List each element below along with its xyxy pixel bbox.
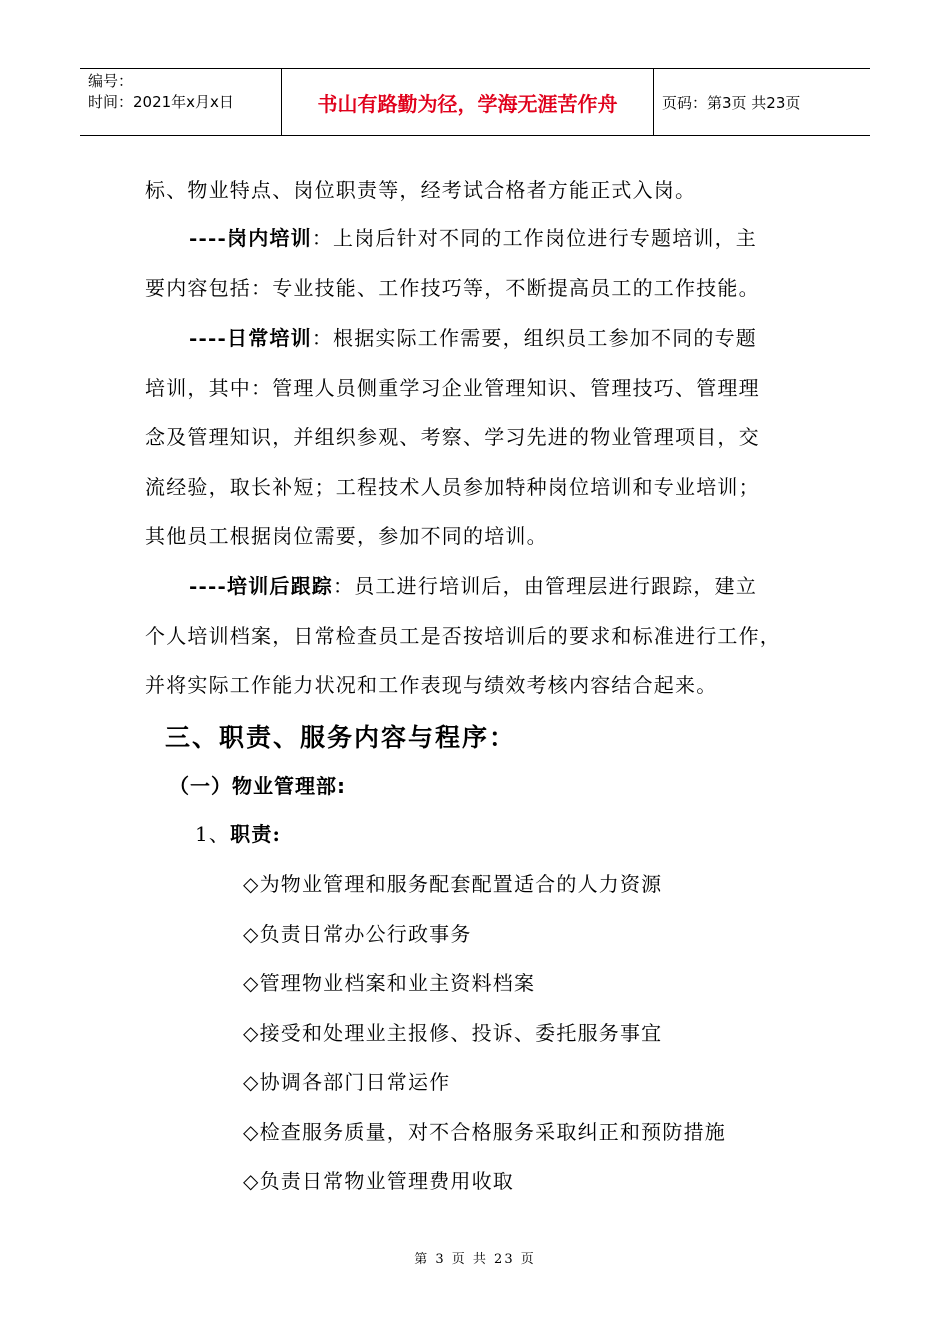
header-motto: 书山有路勤为径，学海无涯苦作舟 — [282, 69, 654, 135]
duty-item: ◇为物业管理和服务配套配置适合的人力资源 — [243, 872, 663, 896]
document-number-label: 编号： — [88, 72, 134, 90]
item-number: 1、 — [195, 822, 231, 846]
paragraph-line: 要内容包括：专业技能、工作技巧等，不断提高员工的工作技能。 — [145, 276, 760, 300]
duty-item: ◇管理物业档案和业主资料档案 — [243, 971, 536, 995]
paragraph-lead: ----日常培训 — [189, 326, 312, 350]
header-meta — [80, 69, 282, 135]
paragraph-line: 流经验，取长补短；工程技术人员参加特种岗位培训和专业培训； — [145, 475, 760, 499]
paragraph-lead: ----岗内培训 — [189, 226, 312, 250]
header-page-info: 页码：第3页 共23页 — [662, 93, 801, 112]
paragraph-text: ：员工进行培训后，由管理层进行跟踪，建立 — [333, 574, 758, 598]
paragraph-line — [189, 570, 757, 599]
item-heading — [195, 818, 281, 847]
paragraph-lead: ----培训后跟踪 — [189, 574, 334, 598]
paragraph-text: ：上岗后针对不同的工作岗位进行专题培训，主 — [311, 226, 758, 250]
section-heading: 三、职责、服务内容与程序： — [165, 723, 517, 752]
page-footer: 第 3 页 共 23 页 — [414, 1252, 536, 1267]
item-title: 职责: — [230, 822, 282, 846]
paragraph-line: 并将实际工作能力状况和工作表现与绩效考核内容结合起来。 — [145, 673, 718, 697]
duty-item: ◇接受和处理业主报修、投诉、委托服务事宜 — [243, 1021, 663, 1045]
duty-item: ◇负责日常办公行政事务 — [243, 922, 472, 946]
duty-item: ◇负责日常物业管理费用收取 — [243, 1169, 514, 1193]
duty-item: ◇协调各部门日常运作 — [243, 1070, 451, 1094]
document-date: 时间：2021年x月x日 — [88, 93, 234, 111]
page-header — [80, 68, 870, 136]
paragraph-line: 其他员工根据岗位需要，参加不同的培训。 — [145, 524, 548, 548]
paragraph-line — [189, 222, 757, 251]
subsection-heading: （一）物业管理部: — [169, 774, 346, 798]
duty-item: ◇检查服务质量，对不合格服务采取纠正和预防措施 — [243, 1120, 726, 1144]
paragraph-line: 培训，其中：管理人员侧重学习企业管理知识、管理技巧、管理理 — [145, 376, 760, 400]
paragraph-line: 标、物业特点、岗位职责等，经考试合格者方能正式入岗。 — [145, 178, 697, 202]
paragraph-line — [189, 322, 757, 351]
paragraph-text: ：根据实际工作需要，组织员工参加不同的专题 — [311, 326, 758, 350]
paragraph-line: 念及管理知识，并组织参观、考察、学习先进的物业管理项目，交 — [145, 425, 760, 449]
paragraph-line: 个人培训档案，日常检查员工是否按培训后的要求和标准进行工作， — [145, 624, 781, 648]
